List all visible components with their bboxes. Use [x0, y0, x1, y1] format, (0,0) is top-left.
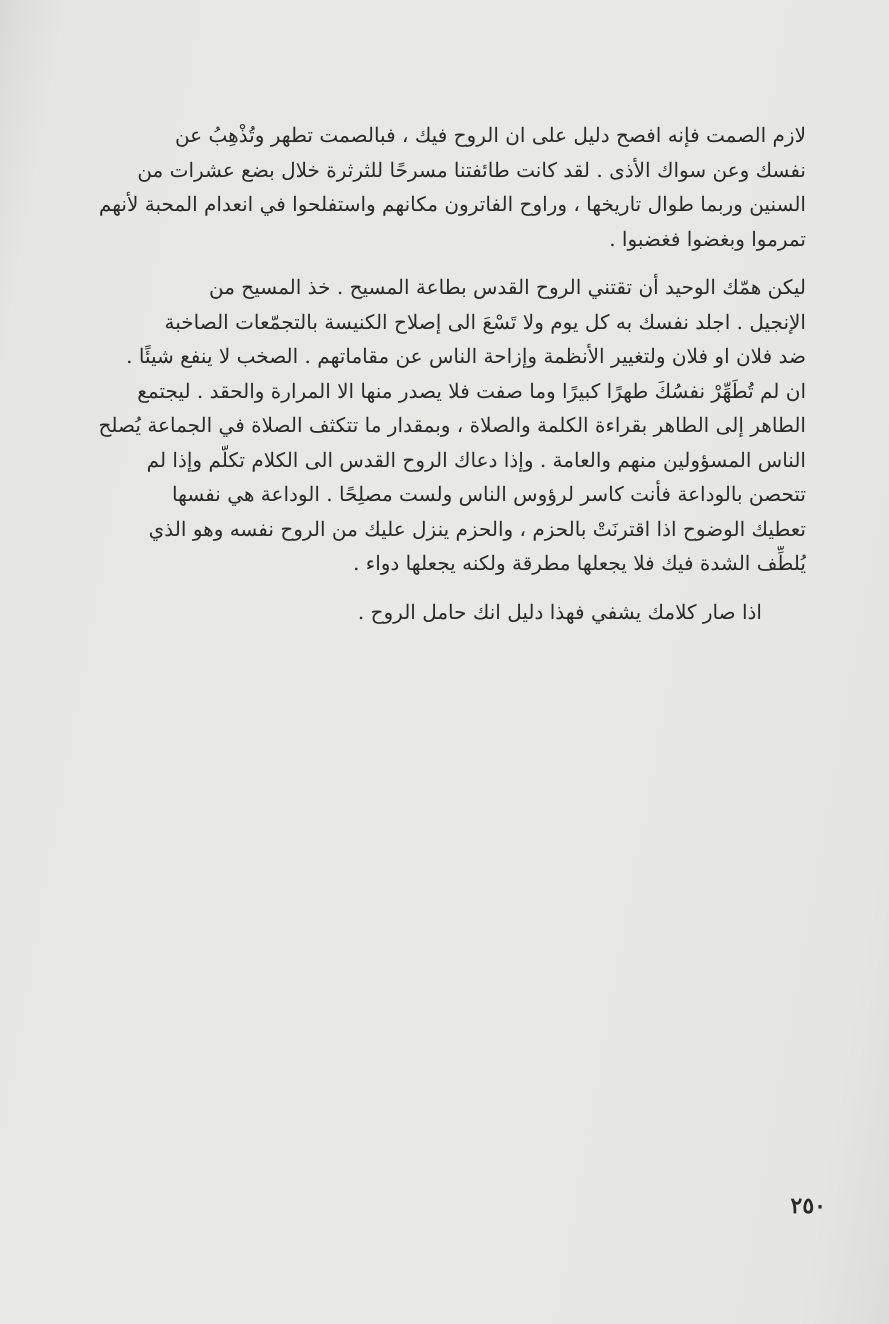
text-line: لازم الصمت فإنه افصح دليل على ان الروح فيك ، فبالصمت تطهر وتُذْهِبُ عن	[174, 123, 806, 147]
text-line: يُلطِّف الشدة فيك فلا يجعلها مطرقة ولكنه يجعلها دواء .	[353, 551, 806, 575]
paragraph-3	[76, 595, 806, 630]
text-line: تمرموا وبغضوا فغضبوا .	[609, 226, 806, 251]
text-line: ضد فلان او فلان ولتغيير الأنظمة وإزاحة الناس عن مقاماتهم . الصخب لا ينفع شيئًا .	[126, 344, 806, 368]
text-line: الناس المسؤولين منهم والعامة . وإذا دعاك الروح القدس الى الكلام تكلّم وإذا لم	[146, 447, 806, 472]
paragraph-1	[76, 118, 806, 256]
text-line: ليكن همّك الوحيد أن تقتني الروح القدس بطاعة المسيح . خذ المسيح من	[208, 275, 806, 299]
text-line: الإنجيل . اجلد نفسك به كل يوم ولا تَسْعَ الى إصلاح الكنيسة بالتجمّعات الصاخبة	[164, 309, 806, 334]
paragraph-2	[76, 270, 806, 581]
text-line: اذا صار كلامك يشفي فهذا دليل انك حامل الروح .	[357, 599, 762, 624]
text-line: تعطيك الوضوح اذا اقترنَتْ بالحزم ، والحزم ينزل عليك من الروح نفسه وهو الذي	[148, 516, 806, 541]
text-line: نفسك وعن سواك الأذى . لقد كانت طائفتنا مسرحًا للثرثرة خلال بضع عشرات من	[137, 157, 806, 182]
page-text	[76, 118, 806, 629]
text-line: الطاهر إلى الطاهر بقراءة الكلمة والصلاة ، وبمقدار ما تتكثف الصلاة في الجماعة يُصلح	[98, 413, 806, 437]
text-line: السنين وربما طوال تاريخها ، وراوح الفاترون مكانهم واستفلحوا في انعدام المحبة لأنهم	[98, 192, 806, 216]
text-line: تتحصن بالوداعة فأنت كاسر لرؤوس الناس ولست مصلِحًا . الوداعة هي نفسها	[172, 482, 806, 506]
text-line: ان لم تُطَهِّرْ نفسُكَ طهرًا كبيرًا وما صفت فلا يصدر منها الا المرارة والحقد . ليجتمع	[137, 378, 806, 403]
page-number: ٢٥٠	[790, 1193, 826, 1219]
